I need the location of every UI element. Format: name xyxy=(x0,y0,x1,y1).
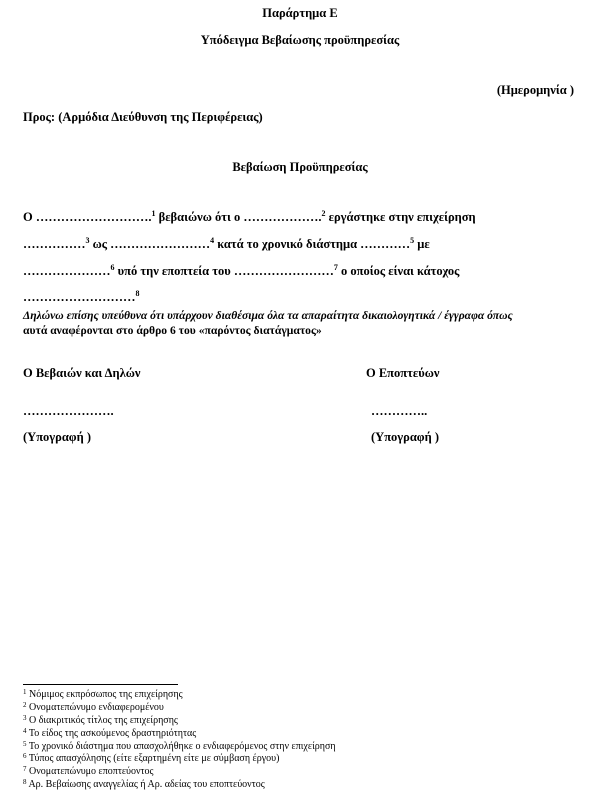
footnote-number: 7 xyxy=(23,765,27,773)
footnote-ref: 3 xyxy=(85,236,90,245)
footnote-5 xyxy=(23,741,336,752)
body-text: κατά το χρονικό διάστημα ………… xyxy=(214,237,411,251)
declarant-signature-line: …………………. xyxy=(23,404,114,418)
footnote-text: Νόμιμος εκπρόσωπος της επιχείρησης xyxy=(26,689,183,700)
annex-title: Παράρτημα Ε xyxy=(262,6,338,20)
footnote-4 xyxy=(23,728,196,739)
body-text: ………………… xyxy=(23,264,111,278)
body-line-4 xyxy=(23,290,140,305)
body-text: βεβαιώνω ότι ο ………………. xyxy=(155,210,322,224)
footnote-3 xyxy=(23,715,178,726)
body-text: ως …………………… xyxy=(89,237,211,251)
footnote-text: Το είδος της ασκούμενος δραστηριότητας xyxy=(26,728,197,739)
declaration-line-2: αυτά αναφέρονται στο άρθρο 6 του «παρόντος διατάγματος» xyxy=(23,324,322,337)
footnote-6 xyxy=(23,753,279,764)
footnote-ref: 8 xyxy=(135,289,140,298)
footnote-text: Ονοματεπώνυμο ενδιαφερομένου xyxy=(26,702,164,713)
supervisor-signature-label: (Υπογραφή ) xyxy=(371,430,439,444)
footnote-7 xyxy=(23,766,154,777)
footnote-text: Το χρονικό διάστημα που απασχολήθηκε ο ενδιαφερόμενος στην επιχείρηση xyxy=(26,741,336,752)
certificate-title: Βεβαίωση Προϋπηρεσίας xyxy=(232,160,368,174)
footnote-number: 3 xyxy=(23,714,27,722)
footnote-text: Ο διακριτικός τίτλος της επιχείρησης xyxy=(26,715,178,726)
footnote-text: Ονοματεπώνυμο εποπτεύοντος xyxy=(26,766,154,777)
body-text: με xyxy=(414,237,430,251)
body-text: ……………………… xyxy=(23,290,136,304)
footnote-separator xyxy=(23,684,178,685)
footnote-number: 5 xyxy=(23,740,27,748)
date-placeholder: (Ημερομηνία ) xyxy=(496,83,574,97)
declarant-label: Ο Βεβαιών και Δηλών xyxy=(23,366,141,380)
body-line-2 xyxy=(23,237,430,252)
footnote-2 xyxy=(23,702,164,713)
footnote-ref: 2 xyxy=(321,209,326,218)
body-text: Ο ………………………. xyxy=(23,210,152,224)
supervisor-label: Ο Εποπτεύων xyxy=(366,366,440,380)
footnote-ref: 1 xyxy=(151,209,156,218)
footnote-number: 1 xyxy=(23,688,27,696)
body-line-3 xyxy=(23,264,459,279)
footnote-number: 4 xyxy=(23,727,27,735)
footnote-number: 8 xyxy=(23,778,27,786)
footnote-text: Αρ. Βεβαίωσης αναγγελίας ή Αρ. αδείας του εποπτεύοντος xyxy=(26,779,265,790)
footnote-ref: 7 xyxy=(333,263,338,272)
body-text: …………… xyxy=(23,237,86,251)
declaration-line-1: Δηλώνω επίσης υπεύθυνα ότι υπάρχουν διαθέσιμα όλα τα απαραίτητα δικαιολογητικά / έγγραφα όπως xyxy=(23,309,513,322)
body-text: εργάστηκε στην επιχείρηση xyxy=(325,210,476,224)
footnote-text: Τύπος απασχόλησης (είτε εξαρτημένη είτε με σύμβαση έργου) xyxy=(26,753,280,764)
footnote-1 xyxy=(23,689,183,700)
footnote-number: 2 xyxy=(23,701,27,709)
body-text: ο οποίος είναι κάτοχος xyxy=(337,264,460,278)
body-line-1 xyxy=(23,210,476,225)
footnote-8 xyxy=(23,779,265,790)
supervisor-signature-line: ………….. xyxy=(371,404,428,418)
footnote-ref: 4 xyxy=(210,236,215,245)
footnote-number: 6 xyxy=(23,752,27,760)
body-text: υπό την εποπτεία του …………………… xyxy=(114,264,334,278)
footnote-ref: 6 xyxy=(110,263,115,272)
footnote-ref: 5 xyxy=(410,236,415,245)
recipient-line: Προς: (Αρμόδια Διεύθυνση της Περιφέρειας) xyxy=(23,110,263,124)
declarant-signature-label: (Υπογραφή ) xyxy=(23,430,91,444)
document-subtitle: Υπόδειγμα Βεβαίωσης προϋπηρεσίας xyxy=(200,33,400,47)
